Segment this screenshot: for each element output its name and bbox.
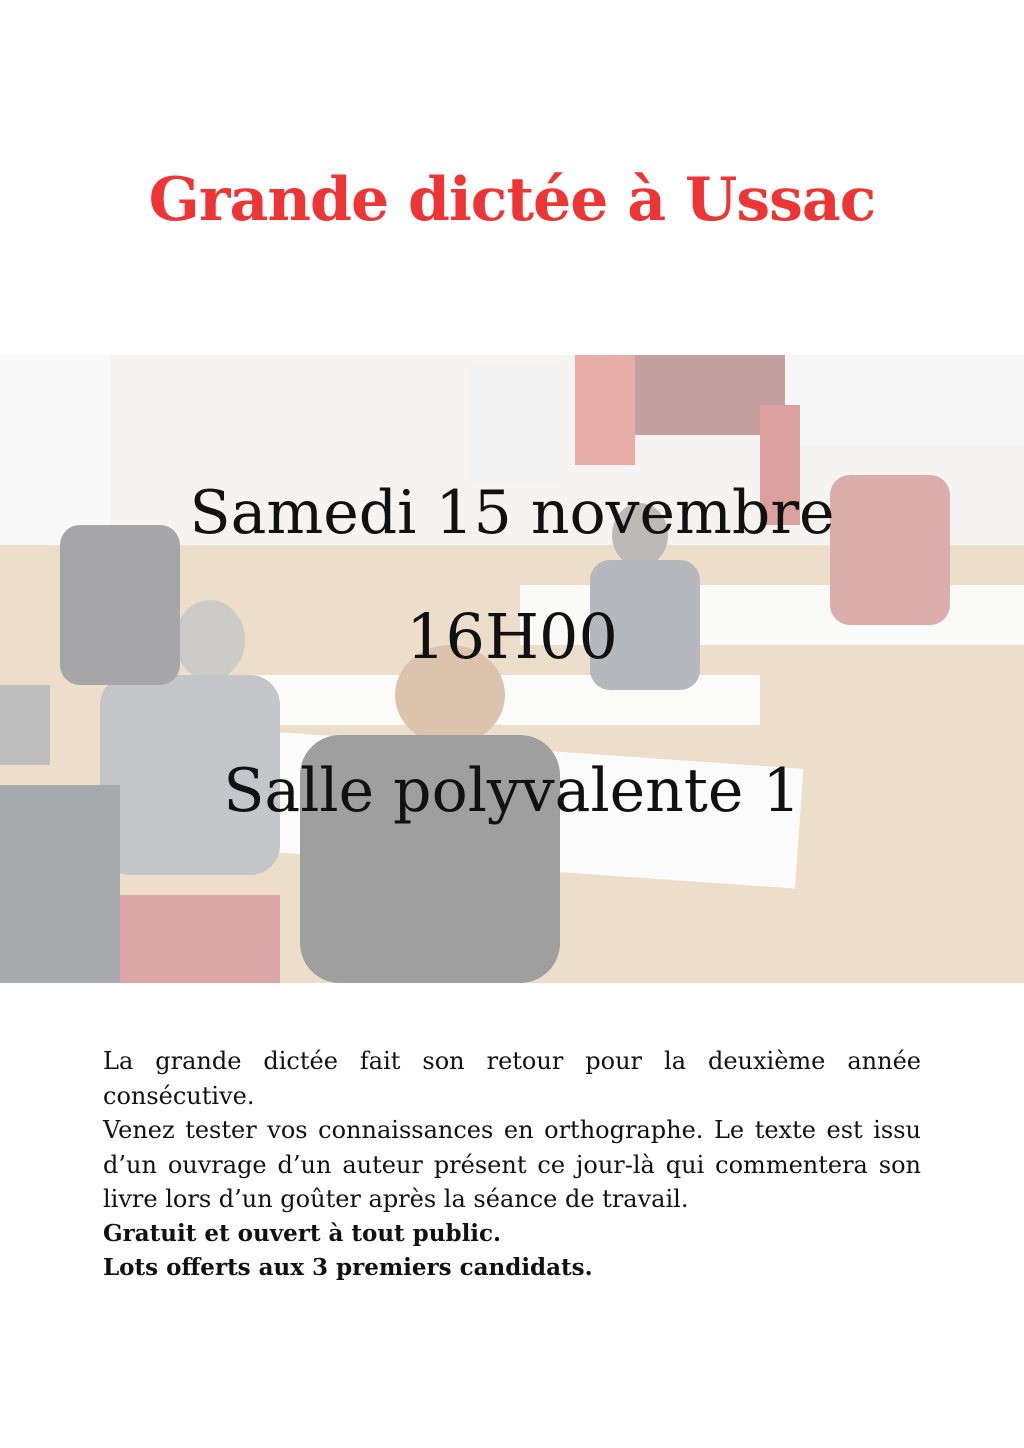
event-description bbox=[103, 1044, 921, 1286]
event-date: Samedi 15 novembre bbox=[189, 478, 835, 548]
event-time: 16H00 bbox=[406, 600, 618, 673]
description-paragraph-1: La grande dictée fait son retour pour la deuxième année consécutive. bbox=[103, 1047, 921, 1110]
event-place: Salle polyvalente 1 bbox=[223, 756, 801, 826]
highlight-free-entry: Gratuit et ouvert à tout public. bbox=[103, 1219, 502, 1247]
poster-title: Grande dictée à Ussac bbox=[148, 165, 876, 235]
highlight-prizes: Lots offerts aux 3 premiers candidats. bbox=[103, 1254, 593, 1281]
description-paragraph-2: Venez tester vos connaissances en orthographe. Le texte est issu d’un ouvrage d’un auteur présent ce jour-là qui commentera son livre lors d’un goûter après la séance de travail. bbox=[103, 1116, 921, 1213]
